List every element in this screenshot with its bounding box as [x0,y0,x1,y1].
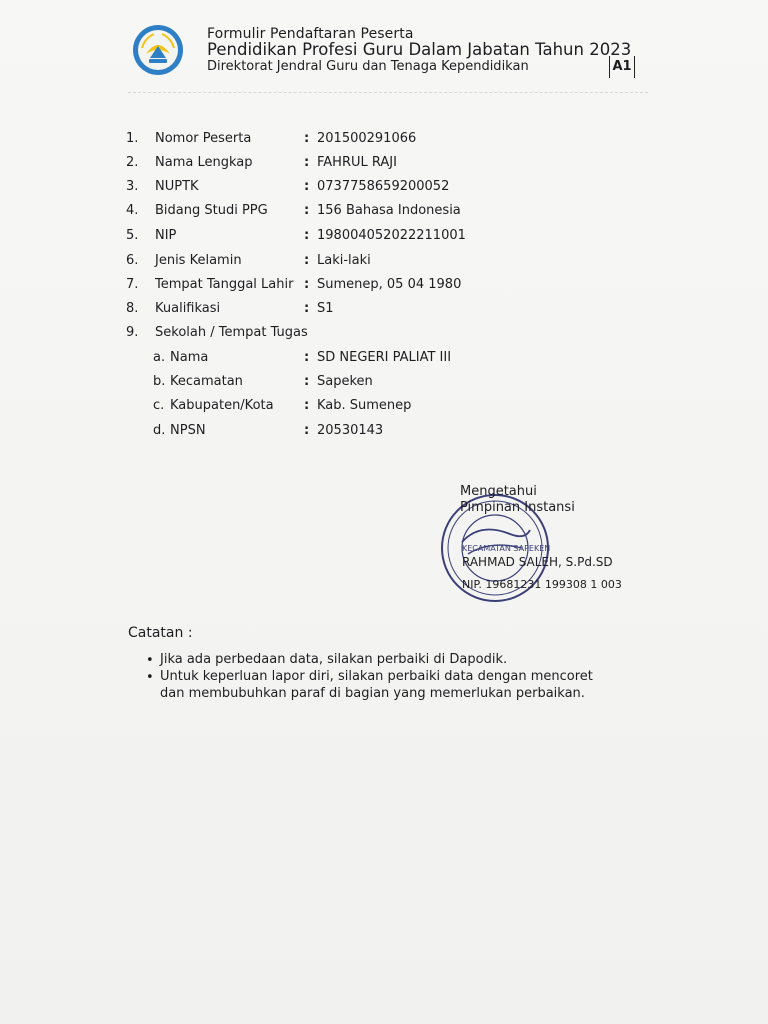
field-colon: : [304,423,310,438]
sub-letter: c. [153,398,165,413]
field-label: Nomor Peserta [155,131,252,146]
field-colon: : [304,301,310,316]
field-label: Kabupaten/Kota [170,398,274,413]
header-divider [128,92,648,93]
program-title: Pendidikan Profesi Guru Dalam Jabatan Tahun 2023 [207,40,632,59]
field-label: Tempat Tanggal Lahir [155,277,294,292]
field-value: S1 [317,301,334,316]
form-code-badge: A1 [609,56,635,78]
field-label: Nama Lengkap [155,155,253,170]
field-value: SD NEGERI PALIAT III [317,350,452,365]
field-row [0,225,768,247]
signature-block [438,480,638,610]
field-number: 5. [126,228,139,243]
field-row [0,152,768,174]
field-label: Bidang Studi PPG [155,203,268,218]
field-colon: : [304,277,310,292]
field-value: 0737758659200052 [317,179,450,194]
field-label: Jenis Kelamin [155,253,242,268]
note-item [146,668,616,704]
field-label: Nama [170,350,209,365]
field-value: Sapeken [317,374,373,389]
field-row [0,298,768,320]
field-number: 8. [126,301,139,316]
tut-wuri-handayani-logo-icon [132,24,184,76]
field-colon: : [304,374,310,389]
school-row [0,395,768,417]
field-number: 1. [126,131,139,146]
field-label: Kecamatan [170,374,243,389]
field-number: 2. [126,155,139,170]
field-number: 7. [126,277,139,292]
field-label: Sekolah / Tempat Tugas [155,325,308,340]
signature-acknowledge-label: Mengetahui [460,484,537,499]
directorate-title: Direktorat Jendral Guru dan Tenaga Kependidikan [207,59,529,74]
school-row [0,347,768,369]
field-colon: : [304,253,310,268]
field-label: NPSN [170,423,206,438]
bullet: • [146,653,154,668]
field-number: 4. [126,203,139,218]
note-item [146,651,616,669]
field-row [0,128,768,150]
field-label: NUPTK [155,179,199,194]
field-colon: : [304,350,310,365]
signatory-nip: NIP. 19681231 199308 1 003 [462,578,622,591]
field-value: Sumenep, 05 04 1980 [317,277,462,292]
field-colon: : [304,131,310,146]
field-colon: : [304,398,310,413]
field-value: Laki-laki [317,253,371,268]
signature-role-label: Pimpinan Instansi [460,500,575,515]
field-row [0,250,768,272]
bullet: • [146,670,154,685]
field-number: 3. [126,179,139,194]
note-text: Jika ada perbedaan data, silakan perbaiki di Dapodik. [160,652,508,667]
field-colon: : [304,203,310,218]
field-row [0,200,768,222]
field-row [0,274,768,296]
note-text: Untuk keperluan lapor diri, silakan perbaiki data dengan mencoret dan membubuhkan paraf di bagian yang memerlukan perbaikan. [160,669,593,701]
sub-letter: b. [153,374,166,389]
form-title: Formulir Pendaftaran Peserta [207,26,414,42]
field-colon: : [304,228,310,243]
document-header [0,0,768,100]
field-number: 6. [126,253,139,268]
signatory-name: RAHMAD SALEH, S.Pd.SD [462,555,613,569]
field-row [0,176,768,198]
field-value: FAHRUL RAJI [317,155,397,170]
notes-title: Catatan : [128,625,193,641]
field-label: Kualifikasi [155,301,221,316]
field-number: 9. [126,325,139,340]
stamp-text: KECAMATAN SAPEKEN [462,544,551,553]
field-value: 156 Bahasa Indonesia [317,203,461,218]
sub-letter: d. [153,423,166,438]
field-value: Kab. Sumenep [317,398,412,413]
field-value: 198004052022211001 [317,228,466,243]
field-value: 20530143 [317,423,384,438]
school-row [0,420,768,442]
field-label: NIP [155,228,177,243]
field-colon: : [304,155,310,170]
field-row [0,322,768,344]
field-colon: : [304,179,310,194]
sub-letter: a. [153,350,166,365]
field-value: 201500291066 [317,131,417,146]
school-row [0,371,768,393]
